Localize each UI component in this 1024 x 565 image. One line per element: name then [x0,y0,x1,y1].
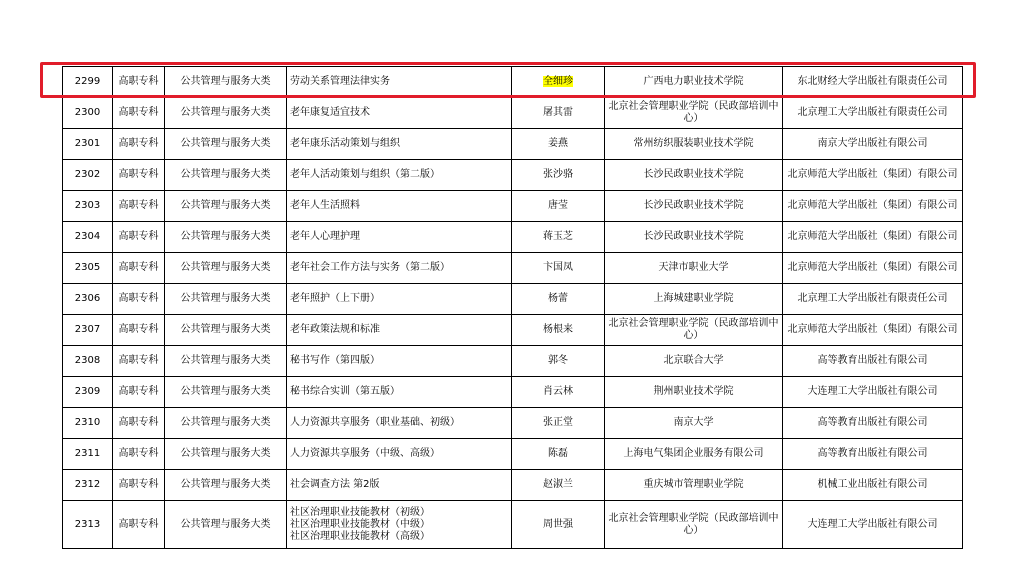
cell-number: 2301 [63,129,113,160]
cell-author [512,439,605,470]
cell-category: 公共管理与服务大类 [165,501,287,549]
author-name: 张正堂 [543,417,573,428]
cell-author [512,98,605,129]
cell-category: 公共管理与服务大类 [165,346,287,377]
table-row [63,439,963,470]
cell-school: 上海城建职业学院 [605,284,783,315]
cell-category: 公共管理与服务大类 [165,439,287,470]
cell-publisher: 北京师范大学出版社（集团）有限公司 [783,160,963,191]
table-row [63,315,963,346]
author-name: 杨蕾 [548,293,568,304]
cell-number: 2303 [63,191,113,222]
title-line: 老年康乐活动策划与组织 [290,138,400,149]
author-name: 张沙骆 [543,169,573,180]
cell-level: 高职专科 [113,501,165,549]
cell-school: 北京社会管理职业学院（民政部培训中心） [605,315,783,346]
cell-number: 2307 [63,315,113,346]
cell-author [512,346,605,377]
cell-title [287,98,512,129]
cell-publisher: 北京师范大学出版社（集团）有限公司 [783,191,963,222]
cell-level: 高职专科 [113,129,165,160]
cell-author [512,284,605,315]
table-row [63,222,963,253]
title-line: 老年人活动策划与组织（第二版） [290,169,440,180]
cell-category: 公共管理与服务大类 [165,377,287,408]
cell-school: 天津市职业大学 [605,253,783,284]
cell-number: 2299 [63,67,113,98]
cell-title [287,67,512,98]
table-row [63,377,963,408]
author-name: 屠其雷 [543,107,573,118]
author-name: 赵淑兰 [543,479,573,490]
cell-level: 高职专科 [113,222,165,253]
cell-level: 高职专科 [113,284,165,315]
cell-school: 北京联合大学 [605,346,783,377]
title-line: 社区治理职业技能教材（高级） [290,530,430,542]
cell-level: 高职专科 [113,346,165,377]
author-name: 肖云林 [543,386,573,397]
author-name: 姜燕 [548,138,568,149]
cell-level: 高职专科 [113,191,165,222]
cell-category: 公共管理与服务大类 [165,315,287,346]
cell-category: 公共管理与服务大类 [165,191,287,222]
title-line: 秘书写作（第四版） [290,355,380,366]
cell-level: 高职专科 [113,408,165,439]
title-line: 老年政策法规和标准 [290,324,380,335]
cell-school: 北京社会管理职业学院（民政部培训中心） [605,501,783,549]
table-body [63,67,963,549]
cell-title [287,377,512,408]
cell-school: 北京社会管理职业学院（民政部培训中心） [605,98,783,129]
title-line: 人力资源共享服务（职业基础、初级） [290,417,460,428]
author-name: 唐莹 [548,200,568,211]
table-row [63,284,963,315]
cell-publisher: 机械工业出版社有限公司 [783,470,963,501]
author-name: 陈磊 [548,448,568,459]
cell-level: 高职专科 [113,470,165,501]
author-name: 全细珍 [543,76,573,87]
cell-author [512,501,605,549]
cell-number: 2305 [63,253,113,284]
cell-publisher: 高等教育出版社有限公司 [783,439,963,470]
cell-school: 常州纺织服装职业技术学院 [605,129,783,160]
cell-category: 公共管理与服务大类 [165,253,287,284]
cell-title [287,129,512,160]
cell-publisher: 大连理工大学出版社有限公司 [783,501,963,549]
cell-level: 高职专科 [113,253,165,284]
cell-school: 上海电气集团企业服务有限公司 [605,439,783,470]
cell-level: 高职专科 [113,439,165,470]
cell-title [287,439,512,470]
cell-author [512,253,605,284]
cell-level: 高职专科 [113,377,165,408]
cell-category: 公共管理与服务大类 [165,160,287,191]
table-row [63,129,963,160]
cell-category: 公共管理与服务大类 [165,284,287,315]
cell-number: 2306 [63,284,113,315]
cell-publisher: 北京理工大学出版社有限责任公司 [783,98,963,129]
cell-title [287,346,512,377]
cell-title [287,191,512,222]
table-row [63,470,963,501]
table-row [63,160,963,191]
table-row [63,191,963,222]
cell-title [287,501,512,549]
cell-category: 公共管理与服务大类 [165,98,287,129]
cell-title [287,470,512,501]
cell-publisher: 南京大学出版社有限公司 [783,129,963,160]
cell-author [512,377,605,408]
cell-level: 高职专科 [113,315,165,346]
table-row [63,98,963,129]
cell-publisher: 大连理工大学出版社有限公司 [783,377,963,408]
table-row [63,501,963,549]
author-name: 郭冬 [548,355,568,366]
author-name: 周世强 [543,518,573,530]
cell-school: 长沙民政职业技术学院 [605,191,783,222]
cell-school: 广西电力职业技术学院 [605,67,783,98]
cell-category: 公共管理与服务大类 [165,67,287,98]
cell-category: 公共管理与服务大类 [165,470,287,501]
cell-author [512,222,605,253]
textbook-list-table [62,66,963,549]
cell-title [287,222,512,253]
author-name: 杨根来 [543,324,573,335]
author-name: 卞国凤 [543,262,573,273]
cell-author [512,470,605,501]
cell-publisher: 高等教育出版社有限公司 [783,408,963,439]
cell-level: 高职专科 [113,98,165,129]
cell-publisher: 北京师范大学出版社（集团）有限公司 [783,253,963,284]
cell-author [512,408,605,439]
table-row [63,67,963,98]
cell-number: 2308 [63,346,113,377]
cell-number: 2310 [63,408,113,439]
title-line: 劳动关系管理法律实务 [290,76,390,87]
cell-school: 长沙民政职业技术学院 [605,160,783,191]
cell-number: 2304 [63,222,113,253]
table-row [63,408,963,439]
cell-number: 2311 [63,439,113,470]
title-line: 老年人生活照料 [290,200,360,211]
cell-author [512,315,605,346]
cell-category: 公共管理与服务大类 [165,408,287,439]
title-line: 人力资源共享服务（中级、高级） [290,448,440,459]
author-name: 蒋玉芝 [543,231,573,242]
cell-category: 公共管理与服务大类 [165,129,287,160]
title-line: 老年人心理护理 [290,231,360,242]
cell-school: 长沙民政职业技术学院 [605,222,783,253]
table-row [63,253,963,284]
cell-publisher: 东北财经大学出版社有限责任公司 [783,67,963,98]
cell-number: 2300 [63,98,113,129]
cell-title [287,315,512,346]
title-line: 秘书综合实训（第五版） [290,386,400,397]
title-line: 老年照护（上下册） [290,293,380,304]
cell-title [287,253,512,284]
cell-title [287,160,512,191]
title-line: 老年社会工作方法与实务（第二版） [290,262,450,273]
table-row [63,346,963,377]
title-line: 社区治理职业技能教材（初级） [290,506,430,518]
title-line: 老年康复适宜技术 [290,107,370,118]
cell-author [512,129,605,160]
cell-number: 2313 [63,501,113,549]
cell-number: 2309 [63,377,113,408]
cell-title [287,408,512,439]
cell-level: 高职专科 [113,160,165,191]
cell-school: 荆州职业技术学院 [605,377,783,408]
title-line: 社区治理职业技能教材（中级） [290,518,430,530]
cell-level: 高职专科 [113,67,165,98]
cell-school: 重庆城市管理职业学院 [605,470,783,501]
cell-number: 2312 [63,470,113,501]
cell-category: 公共管理与服务大类 [165,222,287,253]
cell-publisher: 北京理工大学出版社有限责任公司 [783,284,963,315]
cell-publisher: 高等教育出版社有限公司 [783,346,963,377]
cell-school: 南京大学 [605,408,783,439]
cell-author [512,191,605,222]
cell-publisher: 北京师范大学出版社（集团）有限公司 [783,315,963,346]
cell-author [512,67,605,98]
cell-title [287,284,512,315]
cell-author [512,160,605,191]
cell-number: 2302 [63,160,113,191]
title-line: 社会调查方法 第2版 [290,479,380,490]
cell-publisher: 北京师范大学出版社（集团）有限公司 [783,222,963,253]
